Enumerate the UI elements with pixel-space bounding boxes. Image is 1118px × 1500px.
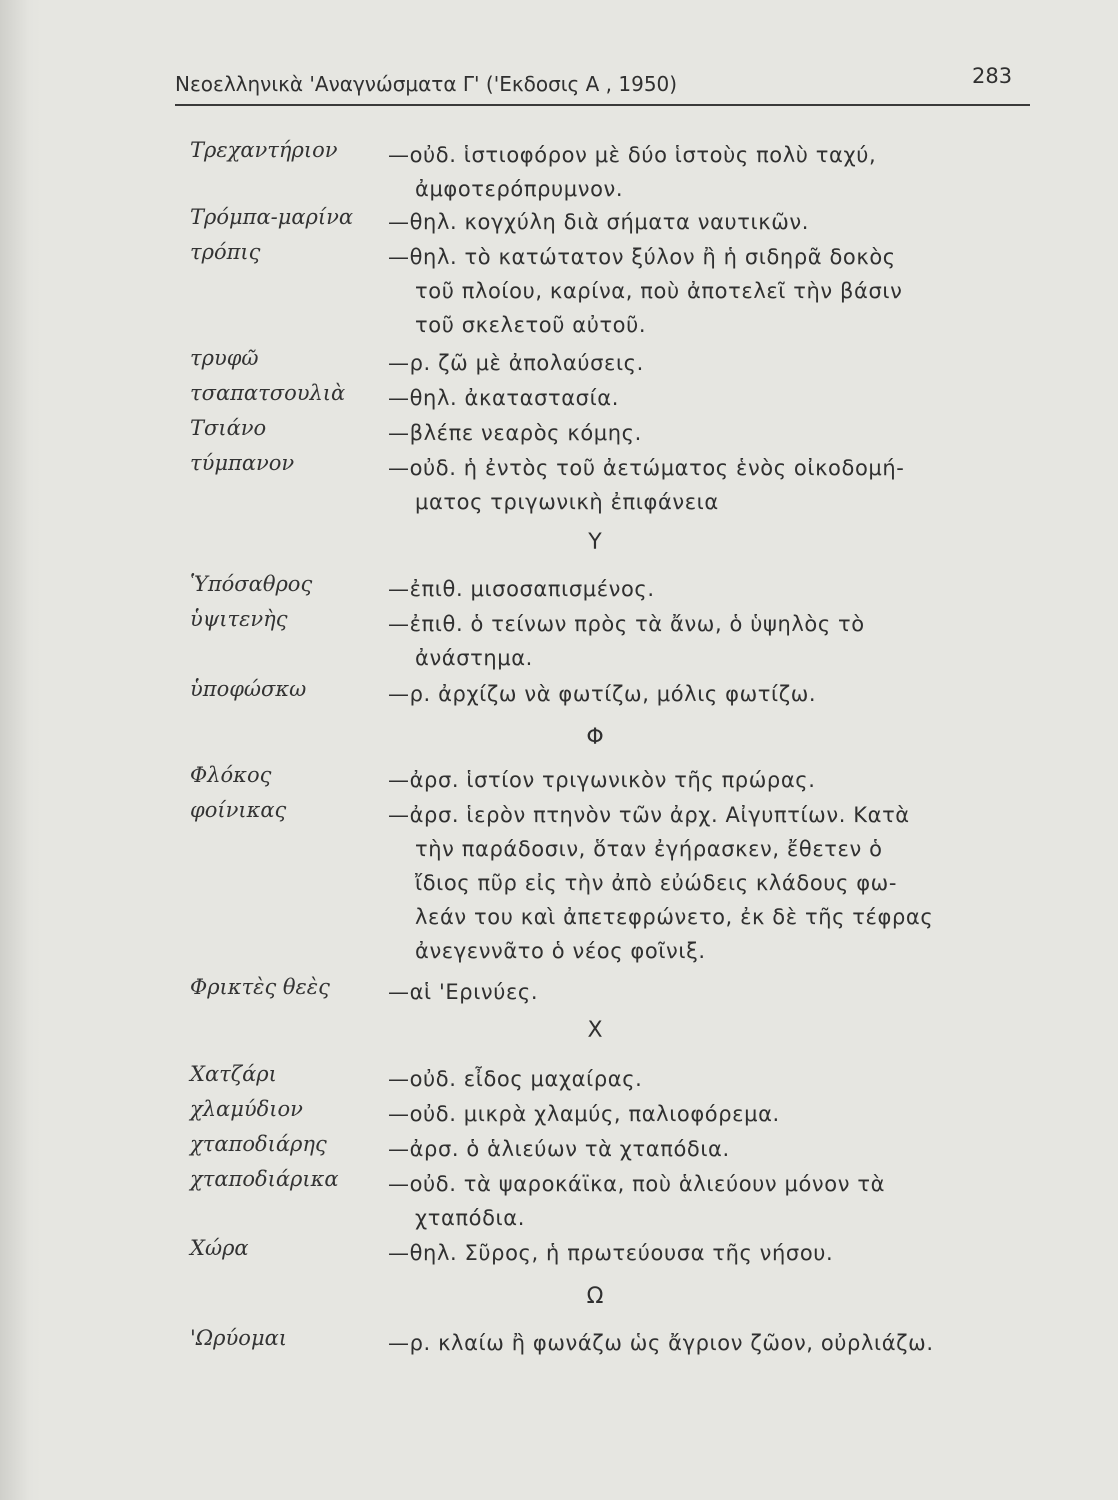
definition-line: —ρ. ἀρχίζω νὰ φωτίζω, μόλις φωτίζω. — [388, 682, 817, 706]
entry-headword: ὑποφώσκω — [190, 677, 307, 701]
section-letter: Ω — [586, 1284, 604, 1309]
entry-definition — [388, 1062, 1038, 1096]
entry-definition — [388, 1167, 1038, 1235]
entry-definition — [388, 1097, 1038, 1131]
entry-definition — [388, 572, 1038, 606]
definition-line: ἀνεγεννᾶτο ὁ νέος φοῖνιξ. — [415, 939, 706, 963]
definition-line: —ἀρσ. ὁ ἁλιεύων τὰ χταπόδια. — [388, 1137, 730, 1161]
entry-headword: τρυφῶ — [190, 346, 259, 370]
entry-definition — [388, 416, 1038, 450]
entry-headword: Φρικτὲς θεὲς — [190, 975, 330, 999]
definition-line: χταπόδια. — [415, 1206, 525, 1230]
definition-line: ἀνάστημα. — [415, 646, 533, 670]
definition-line: —ἐπιθ. μισοσαπισμένος. — [388, 577, 655, 601]
entry-headword: Χατζάρι — [190, 1062, 277, 1086]
entry-headword: Ὑπόσαθρος — [190, 572, 313, 596]
entry-headword: χταποδιάρης — [190, 1132, 327, 1156]
entry-definition — [388, 205, 1038, 239]
entry-headword: Χώρα — [190, 1236, 249, 1260]
entry-headword: Τσιάνο — [190, 416, 267, 440]
definition-line: —αἱ 'Ερινύες. — [388, 980, 539, 1004]
definition-line: —βλέπε νεαρὸς κόμης. — [388, 421, 642, 445]
definition-line: —ρ. ζῶ μὲ ἀπολαύσεις. — [388, 351, 644, 375]
definition-line: ματος τριγωνικὴ ἐπιφάνεια — [415, 490, 719, 514]
definition-line: —θηλ. κογχύλη διὰ σήματα ναυτικῶν. — [388, 210, 809, 234]
entry-definition — [388, 1132, 1038, 1166]
entry-headword: τσαπατσουλιὰ — [190, 381, 346, 405]
entry-definition — [388, 607, 1038, 675]
running-header: Νεοελληνικὰ 'Αναγνώσματα Γ' ('Εκδοσις Α , 1950) — [175, 72, 678, 96]
definition-line: —θηλ. τὸ κατώτατον ξύλον ἢ ἡ σιδηρᾶ δοκὸς — [388, 245, 896, 269]
entry-definition — [388, 381, 1038, 415]
definition-line: —οὐδ. μικρὰ χλαμύς, παλιοφόρεμα. — [388, 1102, 780, 1126]
entry-headword: χλαμύδιον — [190, 1097, 303, 1121]
entry-definition — [388, 798, 1038, 968]
entry-definition — [388, 975, 1038, 1009]
entry-headword: ὑψιτενὴς — [190, 607, 288, 631]
entry-definition — [388, 677, 1038, 711]
entry-headword: τρόπις — [190, 240, 261, 264]
entry-definition — [388, 346, 1038, 380]
definition-line: —οὐδ. ἡ ἐντὸς τοῦ ἀετώματος ἑνὸς οἰκοδομή- — [388, 456, 905, 480]
entry-headword: φοίνικας — [190, 798, 287, 822]
entry-definition — [388, 1236, 1038, 1270]
entry-definition — [388, 138, 1038, 206]
entry-definition — [388, 451, 1038, 519]
header-rule — [175, 104, 1030, 106]
definition-line: —οὐδ. εἶδος μαχαίρας. — [388, 1067, 643, 1091]
entry-headword: Τρεχαντήριον — [190, 138, 338, 162]
definition-line: λεάν του καὶ ἀπετεφρώνετο, ἐκ δὲ τῆς τέφρας — [415, 905, 934, 929]
entry-headword: τύμπανον — [190, 451, 295, 475]
definition-line: —ἀρσ. ἱστίον τριγωνικὸν τῆς πρώρας. — [388, 768, 816, 792]
entry-definition — [388, 240, 1038, 342]
definition-line: —θηλ. ἀκαταστασία. — [388, 386, 620, 410]
page-number: 283 — [972, 64, 1013, 88]
definition-line: ἀμφοτερόπρυμνον. — [415, 177, 624, 201]
entry-headword: χταποδιάρικα — [190, 1167, 339, 1191]
definition-line: —οὐδ. τὰ ψαροκάϊκα, ποὺ ἁλιεύουν μόνον τὰ — [388, 1172, 886, 1196]
entry-headword: 'Ωρύομαι — [190, 1326, 288, 1350]
definition-line: —οὐδ. ἱστιοφόρον μὲ δύο ἱστοὺς πολὺ ταχύ, — [388, 143, 877, 167]
entry-headword: Τρόμπα-μαρίνα — [190, 205, 354, 229]
entry-headword: Φλόκος — [190, 763, 272, 787]
definition-line: τοῦ σκελετοῦ αὐτοῦ. — [415, 313, 647, 337]
definition-line: τὴν παράδοσιν, ὅταν ἐγήρασκεν, ἔθετεν ὁ — [415, 837, 883, 861]
page-spine-shadow — [0, 0, 42, 1500]
definition-line: —θηλ. Σῦρος, ἡ πρωτεύουσα τῆς νήσου. — [388, 1241, 834, 1265]
definition-line: —ἐπιθ. ὁ τείνων πρὸς τὰ ἄνω, ὁ ὑψηλὸς τὸ — [388, 612, 865, 636]
definition-line: —ρ. κλαίω ἢ φωνάζω ὡς ἄγριον ζῶον, οὐρλιάζω. — [388, 1331, 934, 1355]
entry-definition — [388, 1326, 1038, 1360]
section-letter: Χ — [587, 1018, 603, 1043]
entry-definition — [388, 763, 1038, 797]
definition-line: τοῦ πλοίου, καρίνα, ποὺ ἀποτελεῖ τὴν βάσιν — [415, 279, 903, 303]
definition-line: ἴδιος πῦρ εἰς τὴν ἀπὸ εὐώδεις κλάδους φω- — [415, 871, 898, 895]
definition-line: —ἀρσ. ἱερὸν πτηνὸν τῶν ἀρχ. Αἰγυπτίων. Κατὰ — [388, 803, 910, 827]
section-letter: Υ — [588, 530, 602, 555]
section-letter: Φ — [586, 725, 604, 750]
